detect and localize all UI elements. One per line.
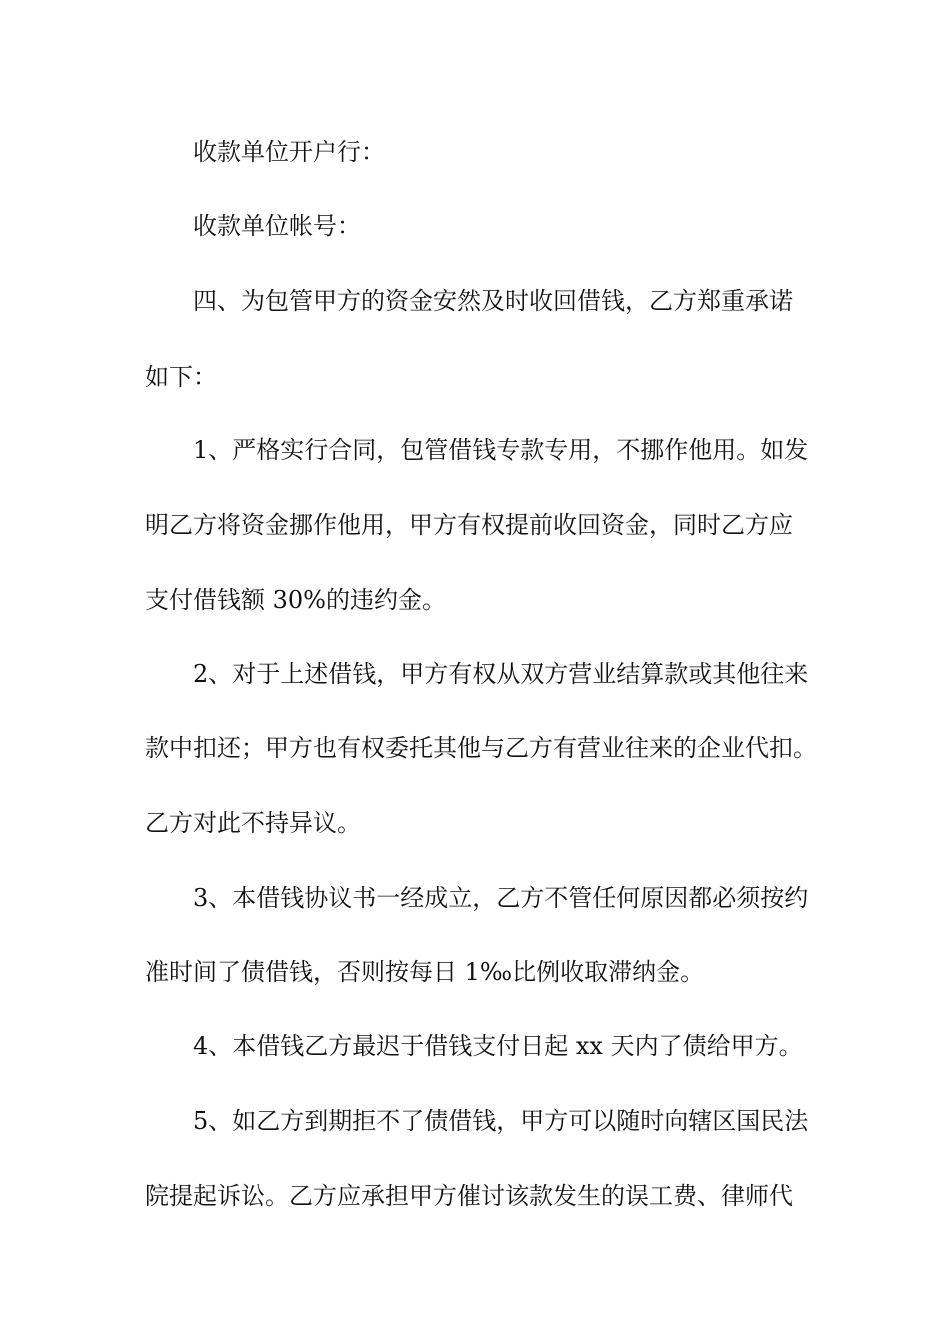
text-line-item-5: 5、如乙方到期拒不了债借钱，甲方可以随时向辖区国民法: [193, 1107, 809, 1135]
text-line-item-2: 2、对于上述借钱，甲方有权从双方营业结算款或其他往来: [193, 660, 809, 688]
text-line-bank: 收款单位开户行：: [193, 138, 385, 166]
text-line: 支付借钱额 30%的违约金。: [145, 586, 446, 614]
text-line-clause-4: 四、为包管甲方的资金安然及时收回借钱，乙方郑重承诺: [193, 287, 793, 315]
text-line-item-1: 1、严格实行合同，包管借钱专款专用，不挪作他用。如发: [193, 436, 809, 464]
text-line-account: 收款单位帐号：: [193, 212, 361, 240]
text-line: 明乙方将资金挪作他用，甲方有权提前收回资金，同时乙方应: [145, 511, 793, 539]
text-line: 乙方对此不持异议。: [145, 809, 361, 837]
text-line: 款中扣还；甲方也有权委托其他与乙方有营业往来的企业代扣。: [145, 734, 817, 762]
text-line-item-3: 3、本借钱协议书一经成立，乙方不管任何原因都必须按约: [193, 884, 809, 912]
text-line-item-4: 4、本借钱乙方最迟于借钱支付日起 xx 天内了债给甲方。: [193, 1032, 803, 1060]
text-line: 如下：: [145, 363, 217, 391]
text-line: 准时间了债借钱，否则按每日 1‰比例收取滞纳金。: [145, 958, 705, 986]
text-line: 院提起诉讼。乙方应承担甲方催讨该款发生的误工费、律师代: [145, 1182, 793, 1210]
